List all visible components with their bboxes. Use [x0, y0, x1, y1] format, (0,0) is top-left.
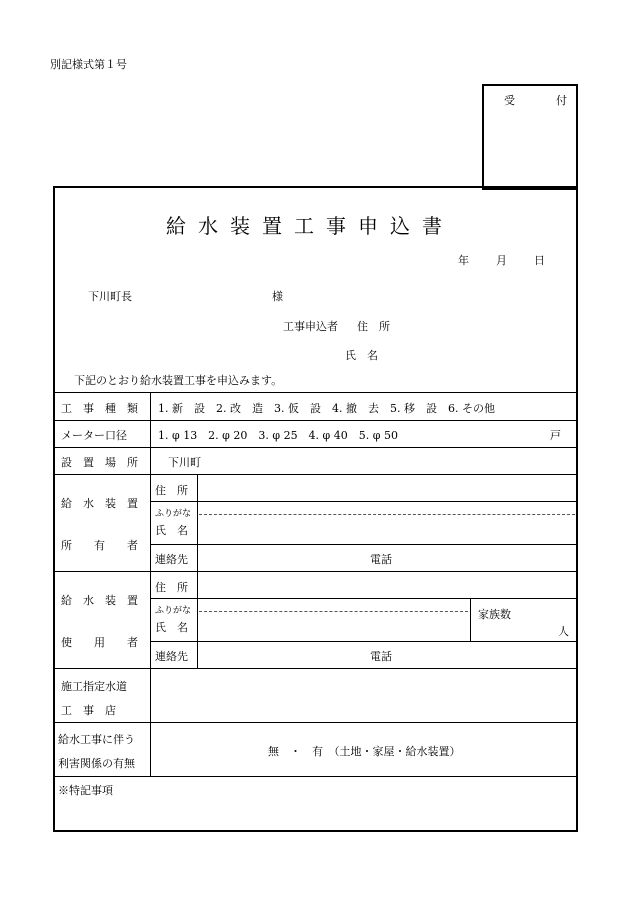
contractor-label-bottom: 工 事 店 [61, 704, 116, 717]
owner-contact-label: 連絡先 [155, 553, 188, 566]
meter-unit: 戸 [550, 429, 561, 442]
contractor-label-top: 施工指定水道 [61, 680, 127, 693]
owner-address-label: 住 所 [155, 484, 188, 497]
owner-label-bottom: 所 有 者 [61, 539, 138, 552]
notes-label: ※特記事項 [58, 784, 113, 797]
owner-phone-label: 電話 [370, 553, 392, 566]
user-family-label: 家族数 [478, 608, 511, 621]
user-family-unit: 人 [558, 625, 569, 638]
date-day: 日 [534, 254, 545, 267]
interest-value: 無 ・ 有 （土地・家屋・給水装置） [268, 745, 461, 758]
request-text: 下記のとおり給水装置工事を申込みます。 [74, 374, 283, 387]
addressee-honorific: 様 [272, 290, 283, 303]
applicant-name-label: 氏 名 [345, 349, 378, 362]
meter-label: メーター口径 [61, 429, 127, 442]
addressee-town: 下川町長 [88, 290, 132, 303]
owner-label-top: 給 水 装 置 [61, 497, 138, 510]
user-furigana: ふりがな [155, 606, 192, 616]
date-month: 月 [496, 254, 507, 267]
work-type-options: 1. 新 設 2. 改 造 3. 仮 設 4. 撤 去 5. 移 設 6. その他 [158, 402, 495, 415]
work-type-label: 工 事 種 類 [61, 402, 138, 415]
interest-label-bottom: 利害関係の有無 [58, 757, 135, 770]
applicant-address-label: 住 所 [357, 320, 390, 333]
interest-label-top: 給水工事に伴う [58, 733, 135, 746]
user-label-bottom: 使 用 者 [61, 636, 138, 649]
user-phone-label: 電話 [370, 650, 392, 663]
date-year: 年 [458, 254, 469, 267]
reception-box [482, 84, 578, 190]
user-address-label: 住 所 [155, 581, 188, 594]
owner-furigana: ふりがな [155, 509, 192, 519]
form-title: 給水装置工事申込書 [166, 214, 454, 238]
meter-options: 1. φ 13 2. φ 20 3. φ 25 4. φ 40 5. φ 50 [158, 429, 398, 442]
user-name-label: 氏 名 [155, 621, 188, 634]
user-label-top: 給 水 装 置 [61, 594, 138, 607]
owner-name-label: 氏 名 [155, 524, 188, 537]
form-number: 別記様式第１号 [50, 58, 127, 71]
reception-label-left: 受 [504, 94, 515, 107]
user-contact-label: 連絡先 [155, 650, 188, 663]
location-value: 下川町 [168, 456, 201, 469]
location-label: 設 置 場 所 [61, 456, 138, 469]
reception-label-right: 付 [556, 94, 567, 107]
applicant-label: 工事申込者 [283, 320, 338, 333]
